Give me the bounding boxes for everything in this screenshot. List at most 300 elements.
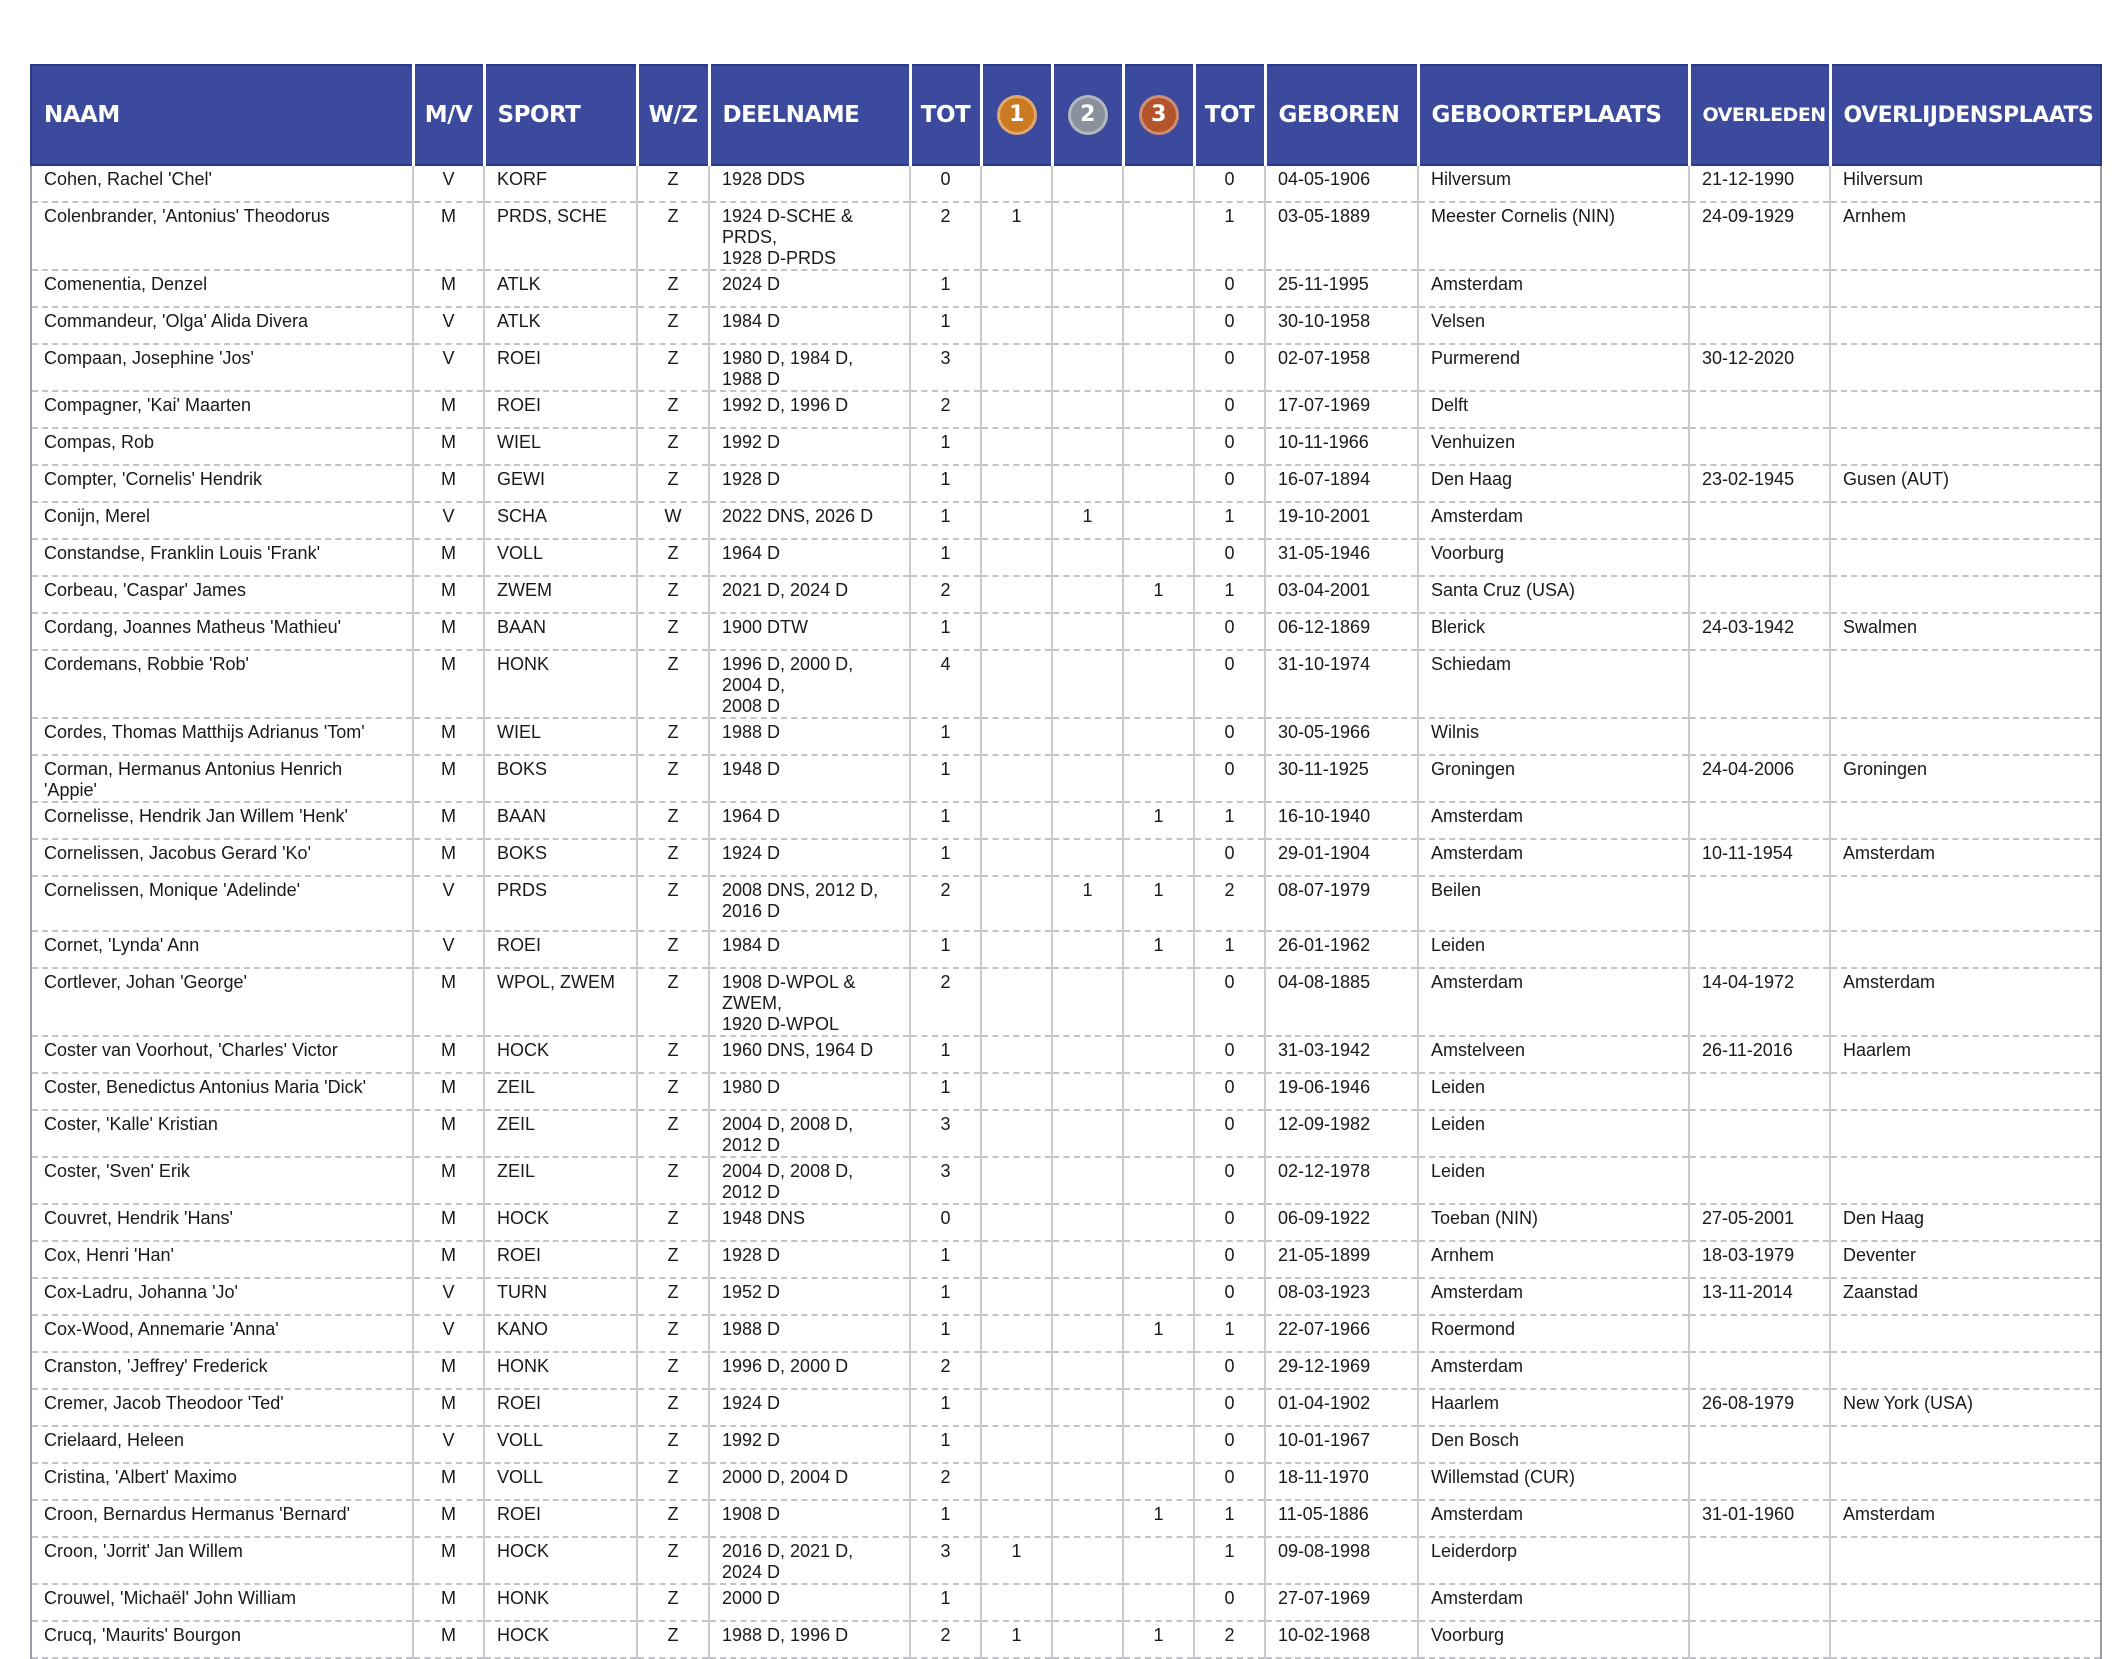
table-row xyxy=(31,755,2101,802)
cell-bronze: 1 xyxy=(1123,802,1194,839)
cell-silver xyxy=(1052,307,1123,344)
cell-sport: WPOL, ZWEM xyxy=(484,968,637,1036)
cell-overlijdensplaats: Swalmen xyxy=(1830,613,2101,650)
cell-mv: M xyxy=(413,1204,484,1241)
table-row xyxy=(31,876,2101,931)
cell-naam: Cornelissen, Jacobus Gerard 'Ko' xyxy=(31,839,413,876)
cell-geboren: 08-03-1923 xyxy=(1265,1278,1418,1315)
cell-gold xyxy=(981,1157,1052,1204)
cell-naam: Cohen, Rachel 'Chel' xyxy=(31,165,413,202)
cell-overlijdensplaats: Amsterdam xyxy=(1830,839,2101,876)
cell-geboren: 01-04-1902 xyxy=(1265,1389,1418,1426)
cell-tot: 2 xyxy=(910,202,981,270)
cell-naam: Compaan, Josephine 'Jos' xyxy=(31,344,413,391)
cell-overlijdensplaats xyxy=(1830,931,2101,968)
cell-mv: M xyxy=(413,802,484,839)
cell-deelname: 1948 D xyxy=(709,755,910,802)
cell-geboorteplaats: Hilversum xyxy=(1418,165,1689,202)
cell-silver xyxy=(1052,1315,1123,1352)
cell-overleden xyxy=(1689,428,1830,465)
cell-tot-medals: 0 xyxy=(1194,718,1265,755)
cell-deelname: 1964 D xyxy=(709,539,910,576)
cell-mv: V xyxy=(413,502,484,539)
header-geboren: GEBOREN xyxy=(1265,65,1418,165)
cell-sport: ROEI xyxy=(484,1241,637,1278)
cell-tot: 2 xyxy=(910,391,981,428)
cell-tot: 1 xyxy=(910,931,981,968)
cell-geboorteplaats: Amstelveen xyxy=(1418,1036,1689,1073)
cell-wz: Z xyxy=(637,613,709,650)
cell-naam: Coster van Voorhout, 'Charles' Victor xyxy=(31,1036,413,1073)
cell-tot: 1 xyxy=(910,755,981,802)
header-geboorteplaats: GEBOORTEPLAATS xyxy=(1418,65,1689,165)
cell-deelname: 1988 D xyxy=(709,1315,910,1352)
cell-geboorteplaats: Schiedam xyxy=(1418,650,1689,718)
cell-overleden: 14-04-1972 xyxy=(1689,968,1830,1036)
cell-wz: Z xyxy=(637,307,709,344)
cell-tot-medals: 0 xyxy=(1194,1110,1265,1157)
cell-overleden xyxy=(1689,270,1830,307)
cell-bronze xyxy=(1123,391,1194,428)
cell-overlijdensplaats: Arnhem xyxy=(1830,202,2101,270)
cell-overlijdensplaats xyxy=(1830,502,2101,539)
cell-tot: 1 xyxy=(910,502,981,539)
cell-bronze xyxy=(1123,839,1194,876)
cell-sport: PRDS, SCHE xyxy=(484,202,637,270)
cell-mv: M xyxy=(413,755,484,802)
cell-wz: Z xyxy=(637,1389,709,1426)
cell-overlijdensplaats: Den Haag xyxy=(1830,1204,2101,1241)
cell-gold xyxy=(981,465,1052,502)
cell-overlijdensplaats xyxy=(1830,802,2101,839)
header-silver xyxy=(1052,65,1123,165)
cell-geboorteplaats: Groningen xyxy=(1418,755,1689,802)
cell-bronze xyxy=(1123,1426,1194,1463)
cell-geboren: 11-05-1886 xyxy=(1265,1500,1418,1537)
cell-mv: M xyxy=(413,1500,484,1537)
cell-geboren: 18-11-1970 xyxy=(1265,1463,1418,1500)
cell-tot-medals: 1 xyxy=(1194,202,1265,270)
cell-sport: ROEI xyxy=(484,344,637,391)
cell-mv: V xyxy=(413,307,484,344)
cell-naam: Corbeau, 'Caspar' James xyxy=(31,576,413,613)
cell-overleden xyxy=(1689,576,1830,613)
gold-medal-icon: 1 xyxy=(997,95,1037,135)
cell-geboren: 09-08-1998 xyxy=(1265,1537,1418,1584)
cell-geboren: 30-05-1966 xyxy=(1265,718,1418,755)
cell-tot: 1 xyxy=(910,307,981,344)
cell-tot: 1 xyxy=(910,1278,981,1315)
cell-wz: Z xyxy=(637,165,709,202)
cell-geboren: 22-07-1966 xyxy=(1265,1315,1418,1352)
cell-deelname: 1988 D, 1996 D xyxy=(709,1621,910,1658)
cell-naam: Coster, 'Sven' Erik xyxy=(31,1157,413,1204)
cell-geboren: 31-03-1942 xyxy=(1265,1036,1418,1073)
cell-tot-medals: 1 xyxy=(1194,802,1265,839)
cell-mv: M xyxy=(413,391,484,428)
cell-geboren: 10-02-1968 xyxy=(1265,1621,1418,1658)
cell-sport: WIEL xyxy=(484,428,637,465)
cell-tot-medals: 0 xyxy=(1194,650,1265,718)
cell-bronze xyxy=(1123,1278,1194,1315)
cell-silver xyxy=(1052,428,1123,465)
cell-geboren: 08-07-1979 xyxy=(1265,876,1418,931)
cell-overleden xyxy=(1689,1073,1830,1110)
cell-naam: Crouwel, 'Michaël' John William xyxy=(31,1584,413,1621)
cell-wz: Z xyxy=(637,718,709,755)
cell-wz: Z xyxy=(637,650,709,718)
cell-geboorteplaats: Purmerend xyxy=(1418,344,1689,391)
cell-overlijdensplaats xyxy=(1830,428,2101,465)
cell-gold xyxy=(981,428,1052,465)
cell-bronze xyxy=(1123,502,1194,539)
cell-naam: Compas, Rob xyxy=(31,428,413,465)
cell-overleden xyxy=(1689,1584,1830,1621)
cell-deelname: 1908 D xyxy=(709,1500,910,1537)
cell-silver xyxy=(1052,1241,1123,1278)
cell-sport: HOCK xyxy=(484,1204,637,1241)
cell-naam: Colenbrander, 'Antonius' Theodorus xyxy=(31,202,413,270)
cell-overleden: 24-04-2006 xyxy=(1689,755,1830,802)
cell-wz: Z xyxy=(637,1426,709,1463)
cell-tot: 1 xyxy=(910,1036,981,1073)
cell-bronze: 1 xyxy=(1123,1500,1194,1537)
cell-silver xyxy=(1052,465,1123,502)
table-row xyxy=(31,718,2101,755)
cell-bronze xyxy=(1123,344,1194,391)
cell-sport: VOLL xyxy=(484,1426,637,1463)
cell-wz: Z xyxy=(637,344,709,391)
cell-silver xyxy=(1052,344,1123,391)
cell-bronze: 1 xyxy=(1123,931,1194,968)
cell-sport: KANO xyxy=(484,1315,637,1352)
cell-silver xyxy=(1052,613,1123,650)
cell-tot-medals: 0 xyxy=(1194,344,1265,391)
table-row xyxy=(31,1204,2101,1241)
cell-overlijdensplaats xyxy=(1830,1463,2101,1500)
cell-geboorteplaats: Amsterdam xyxy=(1418,968,1689,1036)
cell-overlijdensplaats xyxy=(1830,1157,2101,1204)
cell-gold: 1 xyxy=(981,202,1052,270)
cell-wz: Z xyxy=(637,539,709,576)
table-row xyxy=(31,165,2101,202)
cell-silver xyxy=(1052,802,1123,839)
cell-tot-medals: 0 xyxy=(1194,270,1265,307)
cell-geboorteplaats: Leiden xyxy=(1418,1073,1689,1110)
table-row xyxy=(31,1500,2101,1537)
cell-overlijdensplaats xyxy=(1830,1621,2101,1658)
table-row xyxy=(31,1463,2101,1500)
cell-naam: Cordang, Joannes Matheus 'Mathieu' xyxy=(31,613,413,650)
cell-gold xyxy=(981,344,1052,391)
cell-mv: M xyxy=(413,1073,484,1110)
cell-deelname: 2016 D, 2021 D, 2024 D xyxy=(709,1537,910,1584)
table-row xyxy=(31,502,2101,539)
cell-wz: Z xyxy=(637,1463,709,1500)
cell-sport: ATLK xyxy=(484,307,637,344)
cell-bronze xyxy=(1123,613,1194,650)
cell-tot: 1 xyxy=(910,539,981,576)
cell-gold: 1 xyxy=(981,1537,1052,1584)
table-row xyxy=(31,576,2101,613)
cell-overleden: 13-11-2014 xyxy=(1689,1278,1830,1315)
cell-overleden xyxy=(1689,1463,1830,1500)
cell-tot-medals: 0 xyxy=(1194,1426,1265,1463)
cell-overlijdensplaats xyxy=(1830,1073,2101,1110)
cell-overleden: 24-09-1929 xyxy=(1689,202,1830,270)
cell-overlijdensplaats xyxy=(1830,650,2101,718)
cell-tot: 1 xyxy=(910,1241,981,1278)
cell-silver xyxy=(1052,1352,1123,1389)
table-row xyxy=(31,650,2101,718)
cell-geboren: 26-01-1962 xyxy=(1265,931,1418,968)
table-row xyxy=(31,802,2101,839)
cell-geboorteplaats: Amsterdam xyxy=(1418,1500,1689,1537)
cell-silver xyxy=(1052,839,1123,876)
cell-sport: ZEIL xyxy=(484,1157,637,1204)
cell-overleden: 26-08-1979 xyxy=(1689,1389,1830,1426)
cell-bronze xyxy=(1123,718,1194,755)
cell-wz: Z xyxy=(637,1315,709,1352)
cell-naam: Conijn, Merel xyxy=(31,502,413,539)
cell-silver xyxy=(1052,1621,1123,1658)
cell-deelname: 2000 D xyxy=(709,1584,910,1621)
cell-gold xyxy=(981,1204,1052,1241)
cell-silver xyxy=(1052,391,1123,428)
cell-overleden xyxy=(1689,718,1830,755)
cell-deelname: 1996 D, 2000 D xyxy=(709,1352,910,1389)
cell-deelname: 1988 D xyxy=(709,718,910,755)
cell-naam: Cox, Henri 'Han' xyxy=(31,1241,413,1278)
cell-tot-medals: 0 xyxy=(1194,165,1265,202)
cell-tot: 2 xyxy=(910,1621,981,1658)
cell-geboorteplaats: Santa Cruz (USA) xyxy=(1418,576,1689,613)
cell-tot-medals: 0 xyxy=(1194,839,1265,876)
cell-tot: 2 xyxy=(910,876,981,931)
bronze-medal-icon: 3 xyxy=(1139,95,1179,135)
cell-overleden: 31-01-1960 xyxy=(1689,1500,1830,1537)
cell-overlijdensplaats xyxy=(1830,344,2101,391)
cell-naam: Coster, 'Kalle' Kristian xyxy=(31,1110,413,1157)
cell-overleden xyxy=(1689,802,1830,839)
cell-overlijdensplaats xyxy=(1830,307,2101,344)
cell-geboorteplaats: Amsterdam xyxy=(1418,802,1689,839)
header-overleden: OVERLEDEN xyxy=(1689,65,1830,165)
cell-wz: Z xyxy=(637,1073,709,1110)
cell-silver xyxy=(1052,1584,1123,1621)
cell-wz: Z xyxy=(637,802,709,839)
cell-tot-medals: 1 xyxy=(1194,576,1265,613)
cell-bronze: 1 xyxy=(1123,1315,1194,1352)
cell-geboren: 17-07-1969 xyxy=(1265,391,1418,428)
header-deelname: DEELNAME xyxy=(709,65,910,165)
cell-wz: Z xyxy=(637,428,709,465)
cell-tot-medals: 0 xyxy=(1194,1036,1265,1073)
cell-deelname: 1960 DNS, 1964 D xyxy=(709,1036,910,1073)
cell-geboorteplaats: Roermond xyxy=(1418,1315,1689,1352)
cell-deelname: 2004 D, 2008 D, 2012 D xyxy=(709,1110,910,1157)
cell-mv: M xyxy=(413,718,484,755)
cell-naam: Cordemans, Robbie 'Rob' xyxy=(31,650,413,718)
cell-sport: HONK xyxy=(484,1352,637,1389)
cell-sport: ROEI xyxy=(484,931,637,968)
cell-gold xyxy=(981,1036,1052,1073)
cell-tot: 0 xyxy=(910,1204,981,1241)
cell-bronze xyxy=(1123,1157,1194,1204)
cell-mv: M xyxy=(413,1036,484,1073)
cell-naam: Cox-Ladru, Johanna 'Jo' xyxy=(31,1278,413,1315)
cell-bronze xyxy=(1123,428,1194,465)
cell-gold xyxy=(981,802,1052,839)
cell-wz: Z xyxy=(637,1204,709,1241)
cell-tot: 1 xyxy=(910,465,981,502)
cell-gold xyxy=(981,718,1052,755)
cell-wz: W xyxy=(637,502,709,539)
cell-geboren: 29-12-1969 xyxy=(1265,1352,1418,1389)
cell-tot: 2 xyxy=(910,1463,981,1500)
cell-wz: Z xyxy=(637,202,709,270)
cell-wz: Z xyxy=(637,1352,709,1389)
cell-tot: 2 xyxy=(910,968,981,1036)
cell-tot-medals: 0 xyxy=(1194,1241,1265,1278)
cell-silver xyxy=(1052,718,1123,755)
cell-silver xyxy=(1052,1204,1123,1241)
cell-deelname: 1980 D, 1984 D, 1988 D xyxy=(709,344,910,391)
cell-bronze xyxy=(1123,1463,1194,1500)
header-overlijdensplaats: OVERLIJDENSPLAATS xyxy=(1830,65,2101,165)
cell-deelname: 1908 D-WPOL & ZWEM, 1920 D-WPOL xyxy=(709,968,910,1036)
cell-geboren: 04-08-1885 xyxy=(1265,968,1418,1036)
cell-bronze: 1 xyxy=(1123,1621,1194,1658)
cell-naam: Croon, Bernardus Hermanus 'Bernard' xyxy=(31,1500,413,1537)
cell-silver: 1 xyxy=(1052,876,1123,931)
cell-overleden xyxy=(1689,1352,1830,1389)
cell-silver xyxy=(1052,202,1123,270)
cell-sport: TURN xyxy=(484,1278,637,1315)
cell-gold xyxy=(981,1110,1052,1157)
cell-mv: M xyxy=(413,1584,484,1621)
cell-tot-medals: 0 xyxy=(1194,428,1265,465)
table-row xyxy=(31,270,2101,307)
table-row xyxy=(31,1584,2101,1621)
cell-wz: Z xyxy=(637,1110,709,1157)
cell-bronze xyxy=(1123,270,1194,307)
cell-naam: Compter, 'Cornelis' Hendrik xyxy=(31,465,413,502)
header-wz: W/Z xyxy=(637,65,709,165)
cell-geboorteplaats: Blerick xyxy=(1418,613,1689,650)
cell-naam: Cristina, 'Albert' Maximo xyxy=(31,1463,413,1500)
table-row xyxy=(31,1352,2101,1389)
cell-tot-medals: 1 xyxy=(1194,502,1265,539)
cell-naam: Compagner, 'Kai' Maarten xyxy=(31,391,413,428)
cell-wz: Z xyxy=(637,1241,709,1278)
cell-tot-medals: 1 xyxy=(1194,1537,1265,1584)
cell-geboren: 16-07-1894 xyxy=(1265,465,1418,502)
cell-bronze xyxy=(1123,539,1194,576)
cell-gold xyxy=(981,613,1052,650)
cell-tot: 3 xyxy=(910,1110,981,1157)
cell-tot-medals: 0 xyxy=(1194,307,1265,344)
cell-geboorteplaats: Amsterdam xyxy=(1418,1584,1689,1621)
cell-gold xyxy=(981,968,1052,1036)
cell-overlijdensplaats xyxy=(1830,539,2101,576)
cell-overlijdensplaats xyxy=(1830,1537,2101,1584)
header-sport: SPORT xyxy=(484,65,637,165)
cell-tot: 2 xyxy=(910,1352,981,1389)
cell-bronze xyxy=(1123,1204,1194,1241)
cell-overlijdensplaats: Amsterdam xyxy=(1830,1500,2101,1537)
cell-wz: Z xyxy=(637,931,709,968)
cell-sport: SCHA xyxy=(484,502,637,539)
cell-geboorteplaats: Leiden xyxy=(1418,1157,1689,1204)
cell-overleden xyxy=(1689,502,1830,539)
cell-overleden xyxy=(1689,1110,1830,1157)
cell-tot-medals: 0 xyxy=(1194,539,1265,576)
cell-mv: M xyxy=(413,202,484,270)
cell-mv: M xyxy=(413,968,484,1036)
header-mv: M/V xyxy=(413,65,484,165)
cell-overlijdensplaats xyxy=(1830,1315,2101,1352)
cell-mv: V xyxy=(413,1426,484,1463)
cell-geboren: 21-05-1899 xyxy=(1265,1241,1418,1278)
cell-silver xyxy=(1052,1036,1123,1073)
cell-tot-medals: 0 xyxy=(1194,1389,1265,1426)
table-row xyxy=(31,202,2101,270)
cell-gold xyxy=(981,931,1052,968)
cell-tot-medals: 0 xyxy=(1194,1584,1265,1621)
cell-geboorteplaats: Leiden xyxy=(1418,931,1689,968)
cell-sport: VOLL xyxy=(484,539,637,576)
cell-sport: PRDS xyxy=(484,876,637,931)
cell-geboorteplaats: Toeban (NIN) xyxy=(1418,1204,1689,1241)
cell-deelname: 1924 D-SCHE & PRDS, 1928 D-PRDS xyxy=(709,202,910,270)
cell-naam: Comenentia, Denzel xyxy=(31,270,413,307)
cell-mv: V xyxy=(413,931,484,968)
cell-overleden xyxy=(1689,539,1830,576)
cell-tot: 0 xyxy=(910,165,981,202)
silver-medal-icon: 2 xyxy=(1068,95,1108,135)
cell-geboren: 03-05-1889 xyxy=(1265,202,1418,270)
cell-overlijdensplaats xyxy=(1830,1584,2101,1621)
cell-geboorteplaats: Velsen xyxy=(1418,307,1689,344)
cell-deelname: 2021 D, 2024 D xyxy=(709,576,910,613)
cell-tot-medals: 0 xyxy=(1194,1073,1265,1110)
cell-geboorteplaats: Willemstad (CUR) xyxy=(1418,1463,1689,1500)
cell-tot: 1 xyxy=(910,270,981,307)
cell-overleden: 30-12-2020 xyxy=(1689,344,1830,391)
cell-wz: Z xyxy=(637,1584,709,1621)
cell-naam: Croon, 'Jorrit' Jan Willem xyxy=(31,1537,413,1584)
cell-geboorteplaats: Haarlem xyxy=(1418,1389,1689,1426)
cell-mv: V xyxy=(413,1278,484,1315)
cell-bronze xyxy=(1123,1389,1194,1426)
cell-gold xyxy=(981,1463,1052,1500)
table-body xyxy=(31,165,2101,1658)
header-naam: NAAM xyxy=(31,65,413,165)
table-row xyxy=(31,1073,2101,1110)
table-row xyxy=(31,839,2101,876)
cell-gold: 1 xyxy=(981,1621,1052,1658)
cell-overleden: 23-02-1945 xyxy=(1689,465,1830,502)
cell-mv: M xyxy=(413,1537,484,1584)
cell-deelname: 1984 D xyxy=(709,931,910,968)
cell-bronze xyxy=(1123,465,1194,502)
cell-geboorteplaats: Leiderdorp xyxy=(1418,1537,1689,1584)
cell-overleden xyxy=(1689,1621,1830,1658)
cell-mv: V xyxy=(413,876,484,931)
cell-bronze xyxy=(1123,755,1194,802)
cell-tot-medals: 0 xyxy=(1194,755,1265,802)
